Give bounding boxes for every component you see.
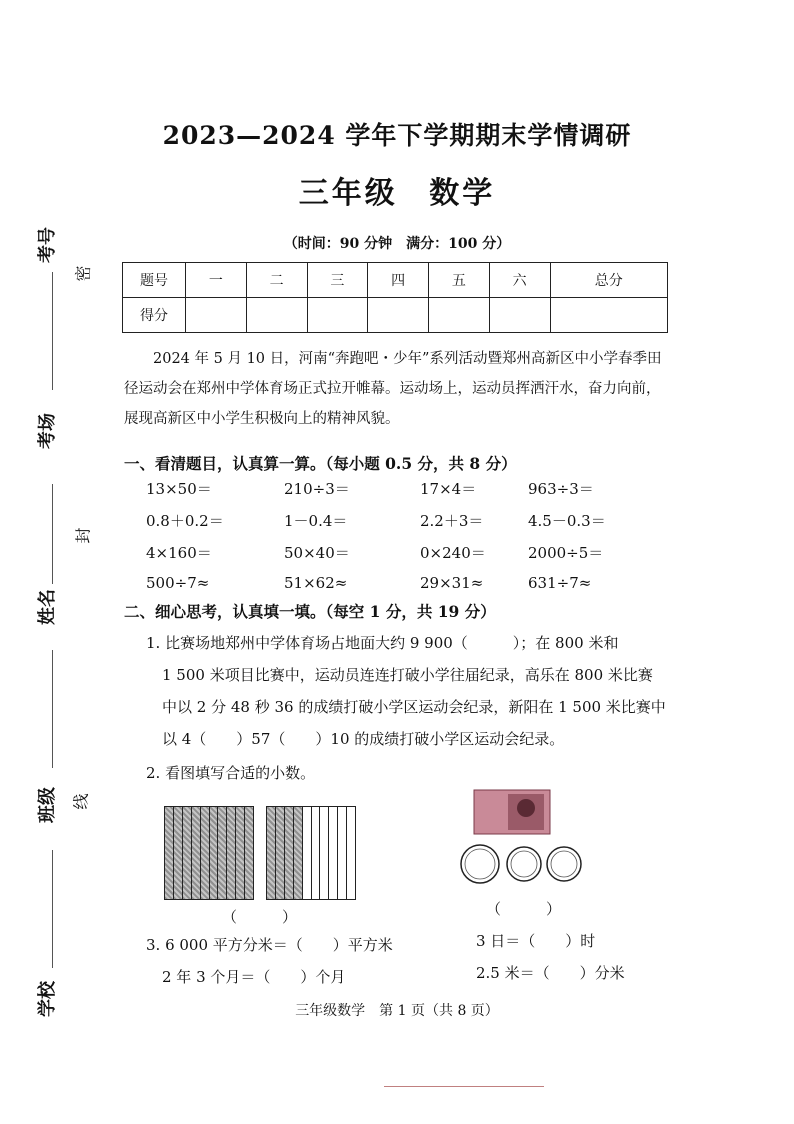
score-cell[interactable]	[246, 298, 307, 333]
calc-item: 500÷7≈	[146, 574, 210, 592]
class-label: 班级	[37, 787, 58, 823]
q1-line-1: 1. 比赛场地郑州中学体育场占地面大约 9 900（ ）；在 800 米和	[146, 634, 619, 652]
calc-item: 631÷7≈	[528, 574, 592, 592]
q3-right-1: 3 日＝（ ）时	[476, 932, 596, 950]
school-label: 学校	[37, 981, 58, 1017]
coin-icon	[507, 847, 541, 881]
calc-item: 50×40＝	[284, 544, 350, 562]
score-col-5: 五	[429, 263, 490, 298]
exam-subtitle	[0, 168, 794, 212]
exam-number-label: 考号	[37, 227, 58, 263]
score-cell[interactable]	[186, 298, 247, 333]
score-col-total: 总分	[550, 263, 668, 298]
calc-item: 2.2＋3＝	[420, 512, 484, 530]
score-label: 得分	[123, 298, 186, 333]
figure-answer-blank-left[interactable]: （ ）	[222, 908, 298, 926]
coin-icon	[461, 845, 499, 883]
score-table-score-row	[123, 298, 668, 333]
calc-item: 4.5－0.3＝	[528, 512, 606, 530]
score-cell[interactable]	[550, 298, 668, 333]
binding-line	[52, 272, 53, 390]
fraction-grid-full	[164, 806, 254, 900]
q1-line-2: 1 500 米项目比赛中，运动员连连打破小学往届纪录，高乐在 800 米比赛	[162, 666, 653, 684]
binding-line	[52, 484, 53, 584]
intro-paragraph: 2024 年 5 月 10 日，河南“奔跑吧・少年”系列活动暨郑州高新区中小学春季田径运动会在郑州中学体育场正式拉开帷幕。运动场上，运动员挥洒汗水，奋力向前，展现高新区中小学生积极向上的精神风貌。	[124, 351, 662, 427]
calc-item: 29×31≈	[420, 574, 484, 592]
score-col-2: 二	[246, 263, 307, 298]
calc-item: 1－0.4＝	[284, 512, 348, 530]
score-col-4: 四	[368, 263, 429, 298]
section1-title: 一、看清题目，认真算一算。（每小题 0.5 分，共 8 分）	[124, 454, 517, 473]
binding-line	[52, 650, 53, 768]
calc-item: 0×240＝	[420, 544, 486, 562]
score-cell[interactable]	[489, 298, 550, 333]
question-number-label: 题号	[123, 263, 186, 298]
seal-feng: 封	[73, 527, 93, 544]
exam-room-label: 考场	[37, 413, 58, 449]
calc-item: 17×4＝	[420, 480, 477, 498]
q3-line-1: 3. 6 000 平方分米＝（ ）平方米	[146, 936, 393, 954]
score-cell[interactable]	[429, 298, 490, 333]
calc-item: 2000÷5＝	[528, 544, 604, 562]
fraction-grid-partial	[266, 806, 356, 900]
exam-title: 2023—2024 学年下学期期末学情调研	[162, 121, 632, 150]
calc-item: 210÷3＝	[284, 480, 350, 498]
q2-title: 2. 看图填写合适的小数。	[146, 764, 316, 782]
calc-item: 963÷3＝	[528, 480, 594, 498]
score-cell[interactable]	[307, 298, 368, 333]
name-label: 姓名	[37, 589, 58, 625]
q3-line-2: 2 年 3 个月＝（ ）个月	[162, 968, 346, 986]
coin-icon	[547, 847, 581, 881]
binding-line	[52, 850, 53, 968]
calc-item: 51×62≈	[284, 574, 348, 592]
grade-label: 三年级	[298, 176, 398, 211]
q1-line-3: 中以 2 分 48 秒 36 的成绩打破小学区运动会纪录，新阳在 1 500 米比赛中	[162, 698, 666, 716]
seal-xian: 线	[71, 793, 91, 810]
score-table-header-row	[123, 263, 668, 298]
score-col-6: 六	[489, 263, 550, 298]
time-info: （时间：90 分钟 满分：100 分）	[283, 236, 511, 252]
score-table	[122, 262, 668, 333]
score-col-1: 一	[186, 263, 247, 298]
q1-line-4: 以 4（ ）57（ ）10 的成绩打破小学区运动会纪录。	[162, 730, 565, 748]
figure-answer-blank-right[interactable]: （ ）	[486, 900, 562, 918]
calc-item: 13×50＝	[146, 480, 212, 498]
calc-item: 0.8＋0.2＝	[146, 512, 224, 530]
page-footer: 三年级数学 第 1 页（共 8 页）	[295, 1003, 499, 1019]
section2-title: 二、细心思考，认真填一填。（每空 1 分，共 19 分）	[124, 602, 496, 621]
money-illustration	[458, 784, 588, 894]
seal-mi: 密	[73, 265, 93, 282]
bottom-scan-line	[384, 1086, 544, 1087]
q3-right-2: 2.5 米＝（ ）分米	[476, 964, 625, 982]
score-cell[interactable]	[368, 298, 429, 333]
subject-label: 数学	[429, 176, 496, 211]
score-col-3: 三	[307, 263, 368, 298]
calc-item: 4×160＝	[146, 544, 212, 562]
